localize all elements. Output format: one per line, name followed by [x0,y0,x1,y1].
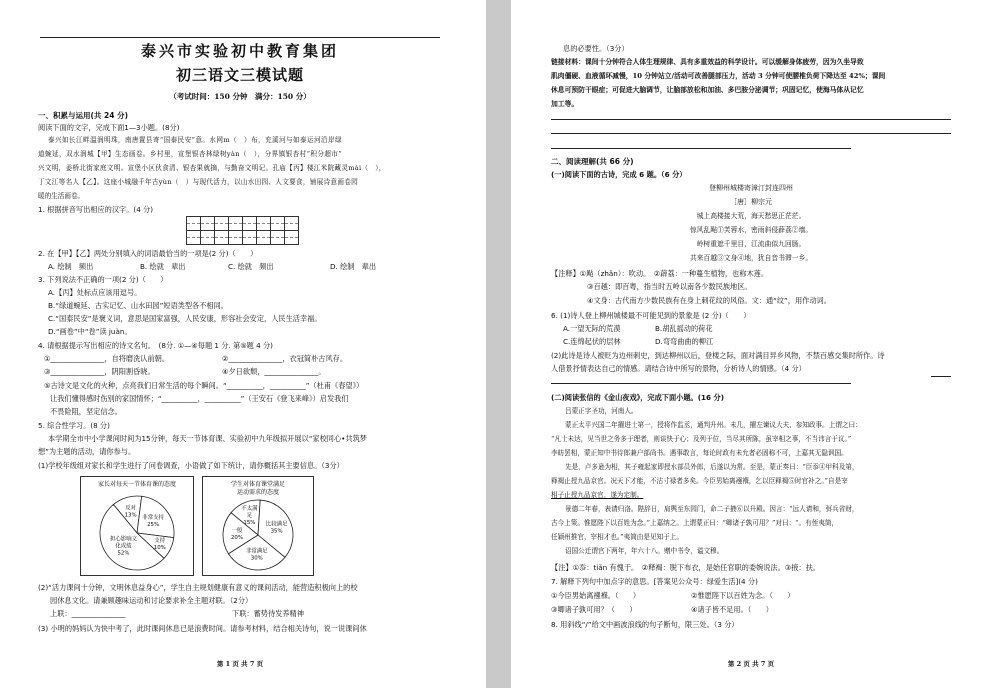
question-3: 3. 下列说法不正确的一项(2 分)（ ） [38,275,168,284]
q4-blank[interactable]: ①_______________，自将磨洗认前朝。 [44,354,170,363]
q4-blank[interactable]: ⑤古诗文是文化的火种，点亮我们日常生活的每个瞬间。“__________，__________”（杜甫《春望》） [44,381,364,390]
q7-item[interactable]: ①今臣男始离襁褓。（ ） [551,591,641,600]
section1-heading: 一、积累与运用(共 24 分) [38,111,129,120]
pie-label: 不太满足 15% [241,506,258,527]
answer-grid[interactable] [186,216,299,231]
q3-option[interactable]: A.【丙】处标点应该用逗号。 [48,288,142,297]
question-5: 5. 综合性学习。(8 分) [38,421,110,430]
pie-label: 担心影响文化成绩 52% [110,536,137,557]
question-2: 2. 在【甲】【乙】两处分别填入的词语最恰当的一项是(2 分)（ ） [38,249,258,258]
question-6-2: (2)此诗是诗人被贬为边州刺史，到达柳州以后，登楼之际，面对满目异乡风物，不禁百感交集时所作。诗 [551,351,885,360]
passage-line: 丁文江等名人【乙】。这座小城融千年古yùn（ ）与现代活力，以山水田园、人文要食，铺展诗意画卷园 [38,178,359,186]
q3-option[interactable]: D.“画卷”中“卷”读 juàn。 [48,327,132,336]
material-line: 肌肉僵硬、血液循环减慢，10 分钟站立/活动可改善腿部压力，活动 3 分钟可使腰椎负荷下降达至 42%；课间 [551,72,886,80]
parent-attitude-pie-svg [81,477,193,575]
question-7: 7. 解释下列句中加点字的意思。[答案见公众号：绿爱生活](4 分) [551,577,758,586]
classical-line: 李昉罢相，蒙正知中书待郎兼户部尚书。遇事敢言，每论时政有未允者必固称不可，上嘉其无隐讽国。 [551,449,848,457]
poem-title: 登柳州城楼寄漳汀封连四州 [709,184,793,192]
passage-line: 道蜿延，双水润城【甲】生态画卷。乡村里，宣堡银杏林绿树yàn（ ），分界镇银杏村“积分超市” [38,150,343,158]
exam-info: （考试时间：150 分钟 满分：150 分） [169,92,311,101]
page-footer: 第 1 页 共 7 页 [216,660,264,668]
material-line: 加工等。 [551,100,579,108]
classical-line: 蒙正太平兴国二年擢进士第一，授将作监丞，通判升州。未几，擢左谏议大夫、参知政事。上谓之曰： [565,421,862,429]
q5-part2: 园休息文化。请兼顾趣味运动和讨论要求补全主题对联。（2分） [50,596,253,605]
reading-intro: 阅读下面的文字，完成下面1—3小题。(8分) [38,123,180,132]
exam-page-2 [511,0,997,688]
q7-item[interactable]: ②惟愿陛下以百姓为念。（ ） [691,591,795,600]
q3-option[interactable]: C.“国泰民安”是褒义词，意思是国家富强，人民安康，形容社会安定，人民生活幸福。 [48,314,322,323]
student-attitude-chart [202,476,314,576]
material-line: 链接材料：课间十分钟符合人体生理规律、具有多重效益的科学设计。可以缓解身体疲劳，因为久坐导致 [551,58,864,66]
part1-heading: (一)阅读下面的古诗，完成 6 题。（6 分） [551,170,687,179]
q4-blank[interactable]: ②_______________，衣冠简朴古风存。 [222,354,348,363]
chart-title-line: 学生对体育课堂满足 [230,481,286,488]
q3-option[interactable]: B.“绿道蜿延、古实记忆、山水田园”短语类型各不相同。 [48,301,228,310]
classical-line: 古今上策。惟愿陛下以百姓为念。”上嘉纳之。上谓蒙正曰：“卿诸子孰可用？”对曰：“。有侄夷简， [551,519,839,527]
q4-text: 不畏险阻，坚定信念。 [50,407,122,416]
poem-notes: 【注释】①飐（zhǎn）：吹动。 ②薜荔：一种蔓生植物，也称木莲。 [551,269,769,278]
poem-line: 城上高楼接大荒，海天愁思正茫茫。 [696,212,806,220]
chart-title-line: 运动需求的态度 [236,489,280,496]
q2-option[interactable]: C. 绘就 频出 [228,262,274,271]
answer-line[interactable] [551,133,951,134]
classical-line: 释褐止授九品京官。况天下才能，不沾寸禄者多矣。今臣男始离襁褓，乞以臣释褐⑤时官补之。”自是宰 [551,477,848,485]
answer-grid[interactable] [186,230,299,245]
poem-line: 共来百越③文身④地，犹自音书滞一乡。 [689,254,813,262]
pie-label: 非常满足 30% [246,548,268,562]
answer-line[interactable] [551,148,851,149]
classical-notes: 【注】①忝：tiǎn 有愧于。 ②释褐：脱下布衣，是始任官职的委婉说法。③掖：扶。 [551,563,820,572]
q6-option[interactable]: A.一望无际的荒漠 [563,324,621,333]
passage-line: 泰兴如长江畔温润明珠，南唐置县寄“国泰民安”意。水网m（ ）布，充溪河与如泰运河沿岸绿 [48,136,342,144]
question-6-1: 6. (1)诗人登上柳州城楼最不可能见到的景象是 (2 分)（ ） [551,311,751,320]
q4-blank[interactable]: 让我们懂得感时伤别的家国情怀；“__________，__________”（王安石《登飞来峰》）启发我们 [50,394,349,403]
pie-label: 反对 13% [124,505,137,519]
classical-line: 相子止授九品京官，遂为定制。 [551,491,644,499]
page-footer: 第 2 页 共 7 页 [727,660,775,668]
exam-title: 初三语文三模试题 [175,66,304,84]
q4-blank[interactable]: ③_______________，阴阳割昏晓。 [44,367,155,376]
pie-label: 非常支持 25% [142,515,164,528]
question-4: 4. 请根据提示写出相应的诗文名句。 (8分. ①—④每题 1 分. 第⑤题 4 分) [38,341,273,350]
q5-part1: (1)学校年级组对家长和学生进行了问卷调查，小语做了如下统计，请你概括其主要信息。（3分） [38,461,344,470]
classical-line: 任颖州推官，宰相才也。”夷简由是见知于上。 [551,533,683,541]
passage-line: 兴文明，姜桥北街家庭文明。宣堡小区伙食清、银杏果就摘，与勤奋文明记。孔庙【丙】楼江米院藏灵mài（ ）， [38,164,386,172]
material-line: 休息可预防干眼症；可促进大脑调节，让脑部放松和加油、多巴胺分泌调节；巩固记忆，使海马体从记忆 [551,86,864,94]
q4-blank[interactable]: ④夕日欲颓，_______________。 [222,367,326,376]
passage-line: 暖的生活画卷。 [38,192,85,200]
q5-part3: (3) 小明的妈妈认为快中考了，此时课间休息已是浪费时间。请参考材料，结合相关诗句，说一说课间休 [38,624,367,633]
couplet-lower: 下联：蓄势待发养精神 [232,609,304,618]
pie-label: 比较满足 35% [265,521,288,535]
question-1: 1. 根据拼音写出相应的汉字。(4 分) [38,205,154,214]
q6-option[interactable]: C.连绵起伏的层林 [563,337,621,346]
classical-line: 诏国公迁谓官下两年，年六十八。赠中书令，谥文穆。 [565,547,724,555]
chart-title: 家长对每天一节体育课的态度 [97,481,177,488]
classical-line: 先是，卢多逊为相，其子雍起家即授水部员外郎，后遂以为常。至是，蒙正奏曰：“臣忝④甲科及第， [565,463,859,471]
q5-intro: 想”为主题的活动，请你参与。 [38,447,136,456]
pie-label: 支持 10% [153,538,166,552]
poem-author: ［唐］柳宗元 [730,198,772,206]
question-6-2: 人借景抒情表达自己的情感。请结合诗中所写的景物，分析诗人的情感。（4 分） [551,364,806,373]
q5-part3-cont: 息的必要性。（3分） [563,44,629,53]
exam-page-1 [0,0,486,688]
classical-line: “凡士未达，见当世之务多于理者，则谈快于心；及列于位，当尽其所陈，虽宰相之事，不当讳言于议。” [551,435,852,443]
q5-intro: 本学期全市中小学课间时间为15分钟，每天一节体育课、实验初中九年级拟开展以“家校同心•共筑梦 [48,434,367,443]
q2-option[interactable]: A. 绘制 频出 [48,262,94,271]
q6-option[interactable]: B.胡乱摇动的荷花 [655,324,713,333]
couplet-upper[interactable]: 上联：_______________ [50,609,126,618]
q2-option[interactable]: D. 绘制 辈出 [330,262,377,271]
q5-part2: (2)“活力课间十分钟，文明休息益身心”，学生自主规划健康有意义的课间活动，能营造积极向上的校 [38,583,358,592]
student-attitude-pie-svg [203,477,313,575]
poem-line: 岭树重遮千里目，江流曲似九回肠。 [696,240,806,248]
answer-line[interactable] [931,376,951,377]
parent-attitude-chart [80,476,194,576]
q7-item[interactable]: ③卿诸子孰可用？（ ） [551,605,637,614]
poem-notes: ④文身：古代南方少数民族有在身上刺花纹的风俗。文：通“纹”，用作动词。 [587,296,831,305]
section2-heading: 二、阅读理解(共 66 分) [551,157,634,166]
poem-notes: ③百越：即百粤，指当时五岭以南各少数民族地区。 [587,282,752,291]
answer-line[interactable] [551,383,851,384]
part2-heading: (二)阅读张信的《金山夜戏》，完成下面小题。(16 分) [551,393,724,402]
question-8: 8. 用斜线“/”给文中画波浪线的句子断句，限三处。（3 分） [551,620,739,629]
q7-item[interactable]: ④诸子皆不足用。（ ） [691,605,773,614]
classical-line: 吕蒙正字圣功，河南人。 [565,407,638,415]
poem-line: 惊风乱飐①芙蓉水，密雨斜侵薜荔②墙。 [689,226,813,234]
q6-option[interactable]: D.弯弯曲曲的柳江 [655,337,714,346]
pie-label: 一般 20% [231,528,243,542]
answer-line[interactable] [551,119,951,120]
classical-line: 景德二年春，表请归洛。陛辞日，肩舆至东园门，命二子掖⑥以升殿。因言：“远人请和，弭兵省财， [565,505,859,513]
school-name: 泰兴市实验初中教育集团 [140,42,339,60]
header-rule [40,37,440,38]
q2-option[interactable]: B. 绘就 辈出 [140,262,186,271]
